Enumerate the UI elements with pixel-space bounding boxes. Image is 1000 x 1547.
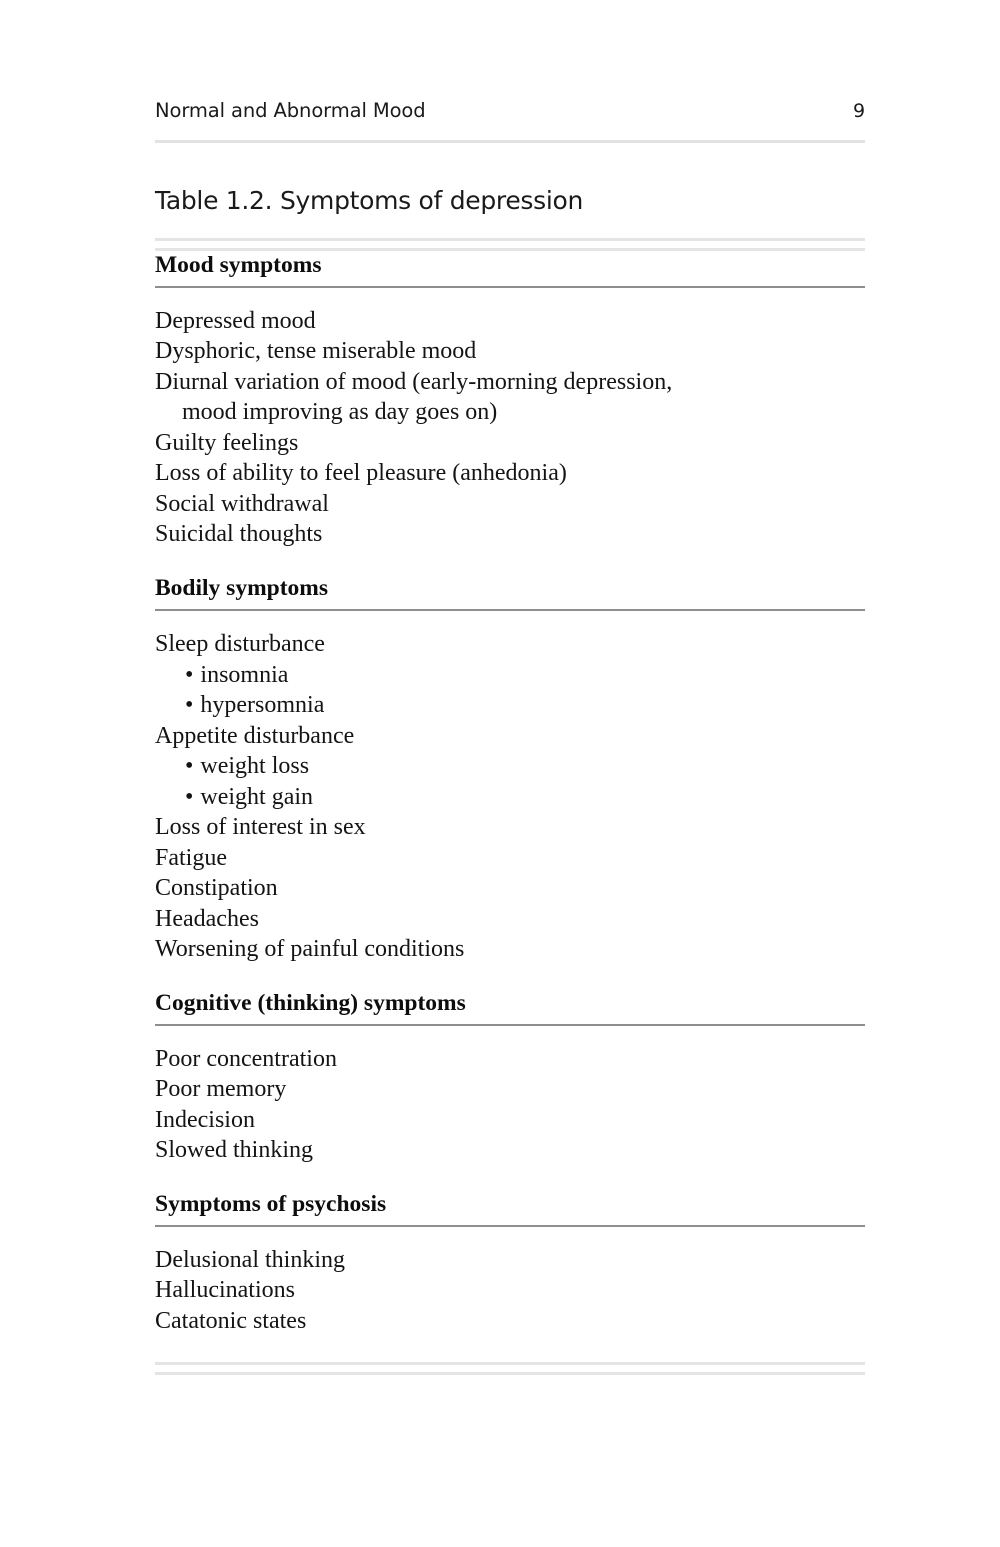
symptom-item: Indecision: [155, 1106, 255, 1133]
table-bottom-rules: [155, 1362, 865, 1375]
section-heading: Cognitive (thinking) symptoms: [155, 989, 466, 1016]
bullet-icon: •: [185, 783, 194, 810]
symptom-item: Suicidal thoughts: [155, 521, 323, 548]
section-rule: [155, 1225, 865, 1227]
running-head: [155, 100, 865, 122]
symptom-item: Fatigue: [155, 844, 227, 871]
symptom-item: Depressed mood: [155, 307, 316, 334]
symptom-item: Loss of interest in sex: [155, 814, 366, 841]
symptom-text: insomnia: [200, 661, 289, 688]
symptom-bullet-item: [155, 751, 865, 782]
page-content: [155, 100, 865, 1375]
symptom-bullet-item: [155, 660, 865, 691]
section-entries: [155, 629, 865, 965]
symptom-item: Diurnal variation of mood (early-morning depression,: [155, 368, 673, 395]
section-heading: Symptoms of psychosis: [155, 1190, 387, 1217]
section-rule: [155, 286, 865, 288]
symptom-bullet-item: [155, 782, 865, 813]
table-section: [155, 1190, 865, 1337]
symptom-item: Sleep disturbance: [155, 631, 325, 658]
symptom-item: Social withdrawal: [155, 490, 329, 517]
symptom-item: Catatonic states: [155, 1307, 307, 1334]
table-section: [155, 989, 865, 1166]
bullet-icon: •: [185, 692, 194, 719]
table-section: [155, 574, 865, 965]
symptom-item: Worsening of painful conditions: [155, 936, 465, 963]
running-head-rule: [155, 140, 865, 143]
symptom-item: Guilty feelings: [155, 429, 299, 456]
symptom-text: hypersomnia: [200, 692, 325, 719]
running-head-title: Normal and Abnormal Mood: [155, 99, 426, 122]
symptom-item: Appetite disturbance: [155, 722, 355, 749]
bullet-icon: •: [185, 661, 194, 688]
bullet-icon: •: [185, 753, 194, 780]
section-heading: Bodily symptoms: [155, 574, 329, 601]
symptom-text: weight gain: [200, 783, 314, 810]
section-heading: Mood symptoms: [155, 251, 322, 278]
symptom-text: weight loss: [200, 753, 310, 780]
table-top-rule-outer: [155, 238, 865, 241]
symptom-item: Headaches: [155, 905, 259, 932]
table-bottom-rule-inner: [155, 1362, 865, 1365]
symptom-item: Dysphoric, tense miserable mood: [155, 338, 477, 365]
symptom-item: Poor concentration: [155, 1045, 337, 1072]
symptom-item: Constipation: [155, 875, 278, 902]
section-rule: [155, 609, 865, 611]
symptom-continuation-line: mood improving as day goes on): [182, 399, 498, 426]
symptom-item: Poor memory: [155, 1076, 287, 1103]
symptom-item: Hallucinations: [155, 1277, 295, 1304]
section-entries: [155, 1245, 865, 1337]
page-number: 9: [853, 100, 865, 122]
symptom-bullet-item: [155, 690, 865, 721]
table-sections: [155, 251, 865, 1337]
section-entries: [155, 1044, 865, 1166]
symptom-item: Delusional thinking: [155, 1246, 345, 1273]
table-bottom-rule-outer: [155, 1372, 865, 1375]
section-rule: [155, 1024, 865, 1026]
section-entries: [155, 306, 865, 550]
table-title: Table 1.2. Symptoms of depression: [155, 185, 584, 215]
symptom-item: Loss of ability to feel pleasure (anhedonia): [155, 460, 567, 487]
symptom-item: Slowed thinking: [155, 1137, 314, 1164]
table-section: [155, 251, 865, 550]
